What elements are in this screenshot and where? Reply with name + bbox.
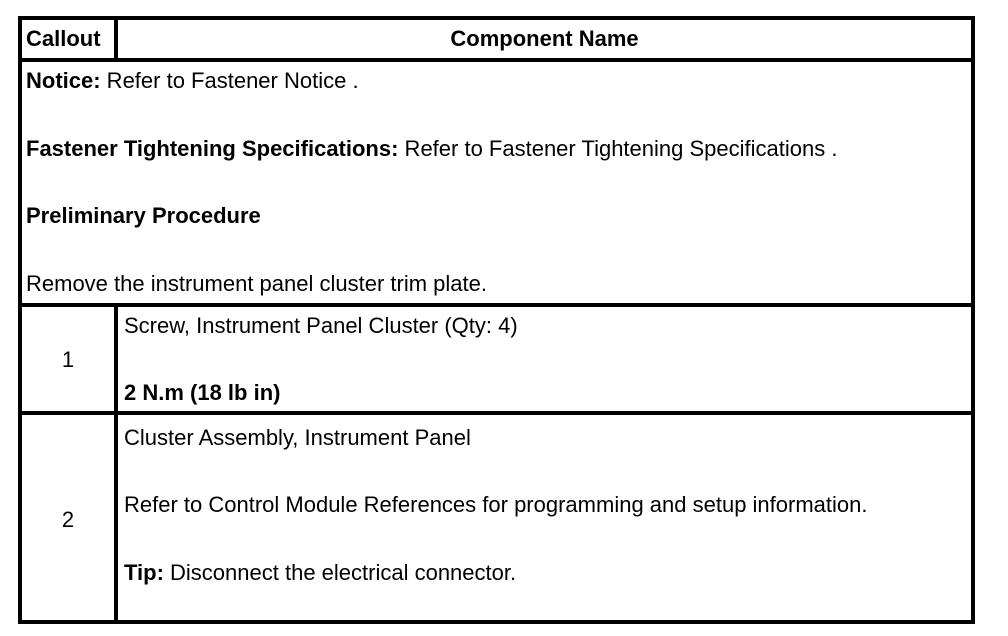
header-component-name-cell — [118, 20, 971, 58]
preliminary-procedure-heading: Preliminary Procedure — [26, 203, 261, 228]
fastener-spec-text: Refer to Fastener Tightening Specifications . — [398, 136, 838, 161]
callout-cell — [22, 415, 118, 620]
notice-label: Notice: — [26, 68, 101, 93]
callout-cell — [22, 307, 118, 411]
torque-spec: 2 N.m (18 lb in) — [124, 380, 281, 405]
component-cell — [118, 415, 971, 620]
header-callout-label: Callout — [26, 26, 101, 51]
component-name: Screw, Instrument Panel Cluster (Qty: 4) — [124, 313, 518, 338]
header-component-name-label: Component Name — [450, 26, 639, 51]
notice-line — [26, 68, 359, 94]
fastener-spec-line — [26, 136, 837, 162]
callout-number: 1 — [61, 347, 75, 372]
notes-row — [22, 62, 971, 307]
tip-text: Disconnect the electrical connector. — [163, 560, 517, 585]
component-cell — [118, 307, 971, 411]
fastener-spec-label: Fastener Tightening Specifications: — [26, 136, 399, 161]
table-row — [22, 307, 971, 415]
notice-text: Refer to Fastener Notice . — [100, 68, 359, 93]
tip-label: Tip: — [124, 560, 164, 585]
table-row — [22, 415, 971, 620]
callout-number: 2 — [61, 507, 75, 532]
tip-line — [124, 560, 516, 586]
table-header-row — [22, 20, 971, 62]
programming-reference: Refer to Control Module References for programming and setup information. — [124, 492, 868, 517]
preliminary-procedure-step: Remove the instrument panel cluster trim plate. — [26, 271, 487, 296]
procedure-table — [18, 16, 975, 624]
component-name: Cluster Assembly, Instrument Panel — [124, 425, 471, 450]
header-callout-cell — [22, 20, 118, 58]
